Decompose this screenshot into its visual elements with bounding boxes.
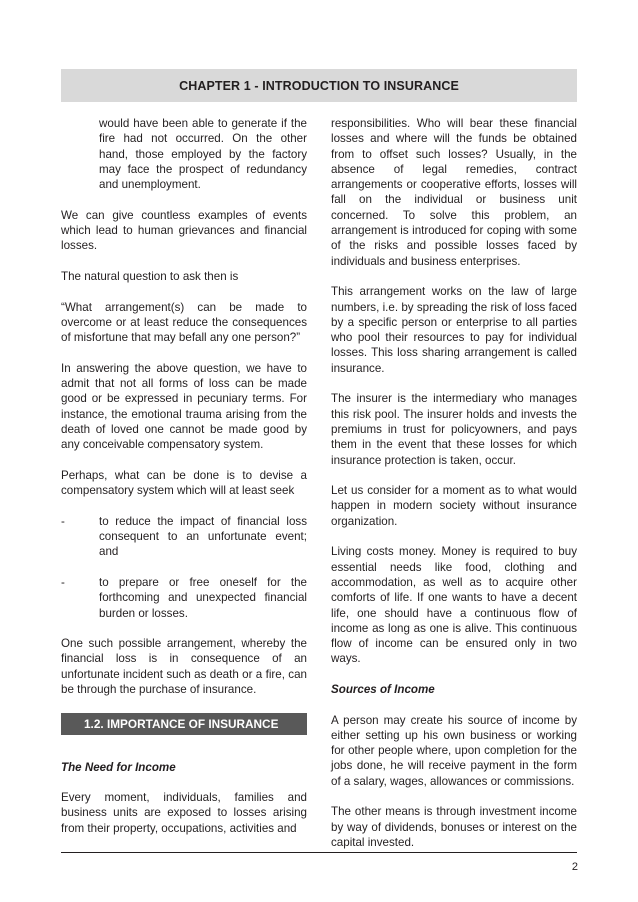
bullet-item bbox=[61, 575, 307, 621]
paragraph: In answering the above question, we have to admit that not all forms of loss can be made good or be expressed in pecuniary terms. For instance, the emotional trauma arising from the death of loved one cannot be made good by any conceivable compensatory system. bbox=[61, 361, 307, 452]
chapter-title: CHAPTER 1 - INTRODUCTION TO INSURANCE bbox=[179, 78, 459, 93]
paragraph: responsibilities. Who will bear these financial losses and where will the funds be obtained from to offset such losses? Usually, in the absence of legal remedies, contract arrangements or cooperative efforts, losses will fall on the individual or business unit concerned. To solve this problem, an arrangement is introduced for coping with some of the risks and possible losses faced by individuals and business enterprises. bbox=[331, 117, 577, 268]
subheading-need-for-income: The Need for Income bbox=[61, 760, 176, 774]
footer-divider bbox=[61, 852, 577, 853]
paragraph: We can give countless examples of events which lead to human grievances and financial losses. bbox=[61, 208, 307, 253]
paragraph: Perhaps, what can be done is to devise a compensatory system which will at least seek bbox=[61, 468, 307, 498]
paragraph: The other means is through investment income by way of dividends, bonuses or interest on the capital invested. bbox=[331, 805, 577, 849]
bullet-dash: - bbox=[61, 575, 65, 589]
paragraph: A person may create his source of income by either setting up his own business or working for other people where, upon completion for the jobs done, he will receive payment in the form of a salary, wages, allowances or commissions. bbox=[331, 713, 577, 788]
paragraph: The insurer is the intermediary who manages this risk pool. The insurer holds and invests the premiums in trust for policyowners, and pays them in the event that these losses for which insurance protection is taken, occur. bbox=[331, 392, 577, 467]
paragraph: would have been able to generate if the fire had not occurred. On the other hand, those employed by the factory may face the prospect of redundancy and unemployment. bbox=[99, 117, 307, 192]
paragraph: Living costs money. Money is required to buy essential needs like food, clothing and accommodation, as well as to acquire other comforts of life. If one wants to have a decent life, one should have a continuous flow of income as long as one is alive. This continuous flow of income can be ensured only in two ways. bbox=[331, 545, 577, 666]
right-column bbox=[331, 116, 577, 866]
subheading-sources-of-income: Sources of Income bbox=[331, 682, 435, 696]
section-heading-importance: 1.2. IMPORTANCE OF INSURANCE bbox=[61, 713, 307, 735]
chapter-header bbox=[61, 69, 577, 102]
paragraph: The natural question to ask then is bbox=[61, 269, 239, 283]
quote-paragraph: “What arrangement(s) can be made to overcome or at least reduce the consequences of misfortune that may befall any one person?” bbox=[61, 300, 307, 345]
paragraph: One such possible arrangement, whereby the financial loss is in consequence of an unfortunate incident such as death or a fire, can be through the purchase of insurance. bbox=[61, 637, 307, 696]
paragraph: This arrangement works on the law of large numbers, i.e. by spreading the risk of loss faced by a specific person or enterprise to all parties who pool their resources to pay for individual losses. This loss sharing arrangement is called insurance. bbox=[331, 285, 577, 375]
left-column bbox=[61, 116, 307, 851]
page-number: 2 bbox=[571, 861, 578, 873]
bullet-text: to reduce the impact of financial loss consequent to an unfortunate event; and bbox=[99, 514, 307, 559]
paragraph: Every moment, individuals, families and business units are exposed to losses arising from their property, occupations, activities and bbox=[61, 791, 307, 835]
bullet-dash: - bbox=[61, 514, 65, 528]
bullet-text: to prepare or free oneself for the forthcoming and unexpected financial burden or losses. bbox=[99, 575, 307, 620]
paragraph: Let us consider for a moment as to what would happen in modern society without insurance organization. bbox=[331, 484, 577, 528]
bullet-item bbox=[61, 514, 307, 560]
